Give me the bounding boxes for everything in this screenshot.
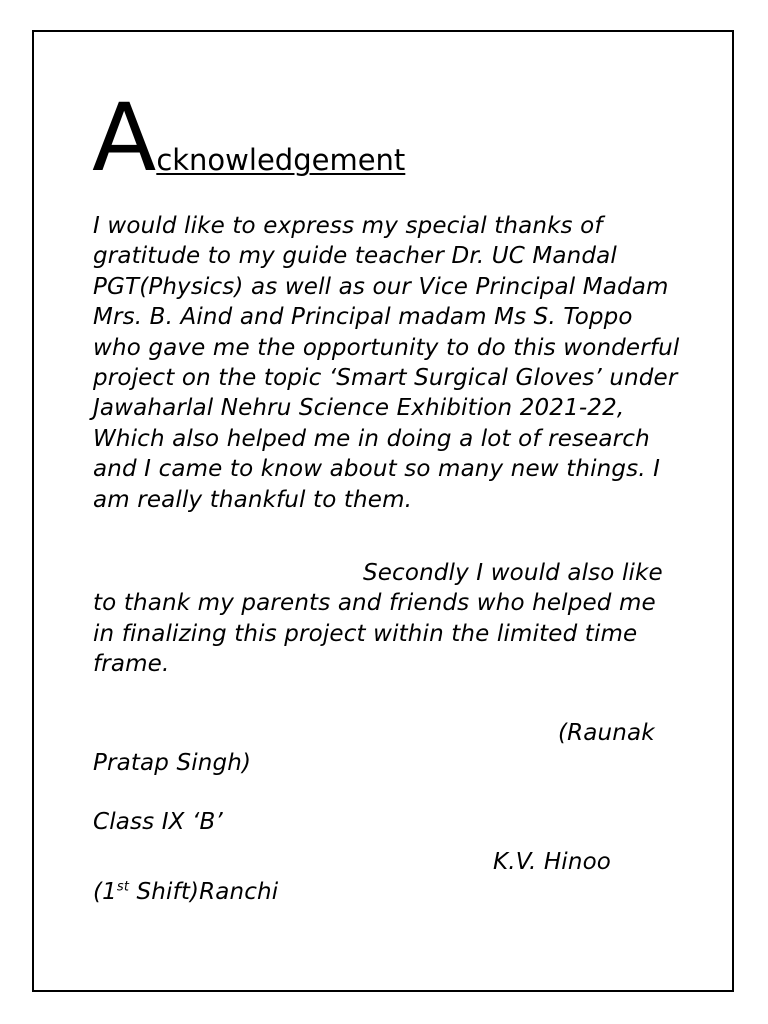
thanks-paragraph-text: Secondly I would also like to thank my parents and friends who helped me in finalizing this project within the limited time frame. [93, 560, 663, 678]
title-rest: cknowledgement [156, 143, 406, 177]
signature-school: K.V. Hinoo [493, 849, 612, 875]
acknowledgement-paragraph: I would like to express my special thanks of gratitude to my guide teacher Dr. UC Mandal PGT(Physics) as well as our Vice Principal Madam Mrs. B. Aind and Principal madam Ms S. Toppo who gave me the opportunity to do this wonderful project on the topic ‘Smart Surgical Gloves’ under Jawaharlal Nehru Science Exhibition 2021-22, Which also helped me in doing a lot of research and I came to know about so many new things. I am really thankful to them. [93, 213, 680, 513]
shift-ordinal-superscript: st [116, 879, 130, 895]
signature-class: Class IX ‘B’ [93, 809, 223, 835]
signature-name-second-line: Pratap Singh) [93, 750, 252, 776]
title-initial-letter: A [92, 84, 157, 193]
shift-rest: Shift)Ranchi [129, 879, 279, 905]
thanks-paragraph [93, 558, 683, 680]
signature-name-first-line: (Raunak [558, 720, 655, 746]
shift-open: (1 [93, 879, 117, 905]
signature-shift-location [93, 877, 278, 907]
page-title [92, 84, 406, 193]
